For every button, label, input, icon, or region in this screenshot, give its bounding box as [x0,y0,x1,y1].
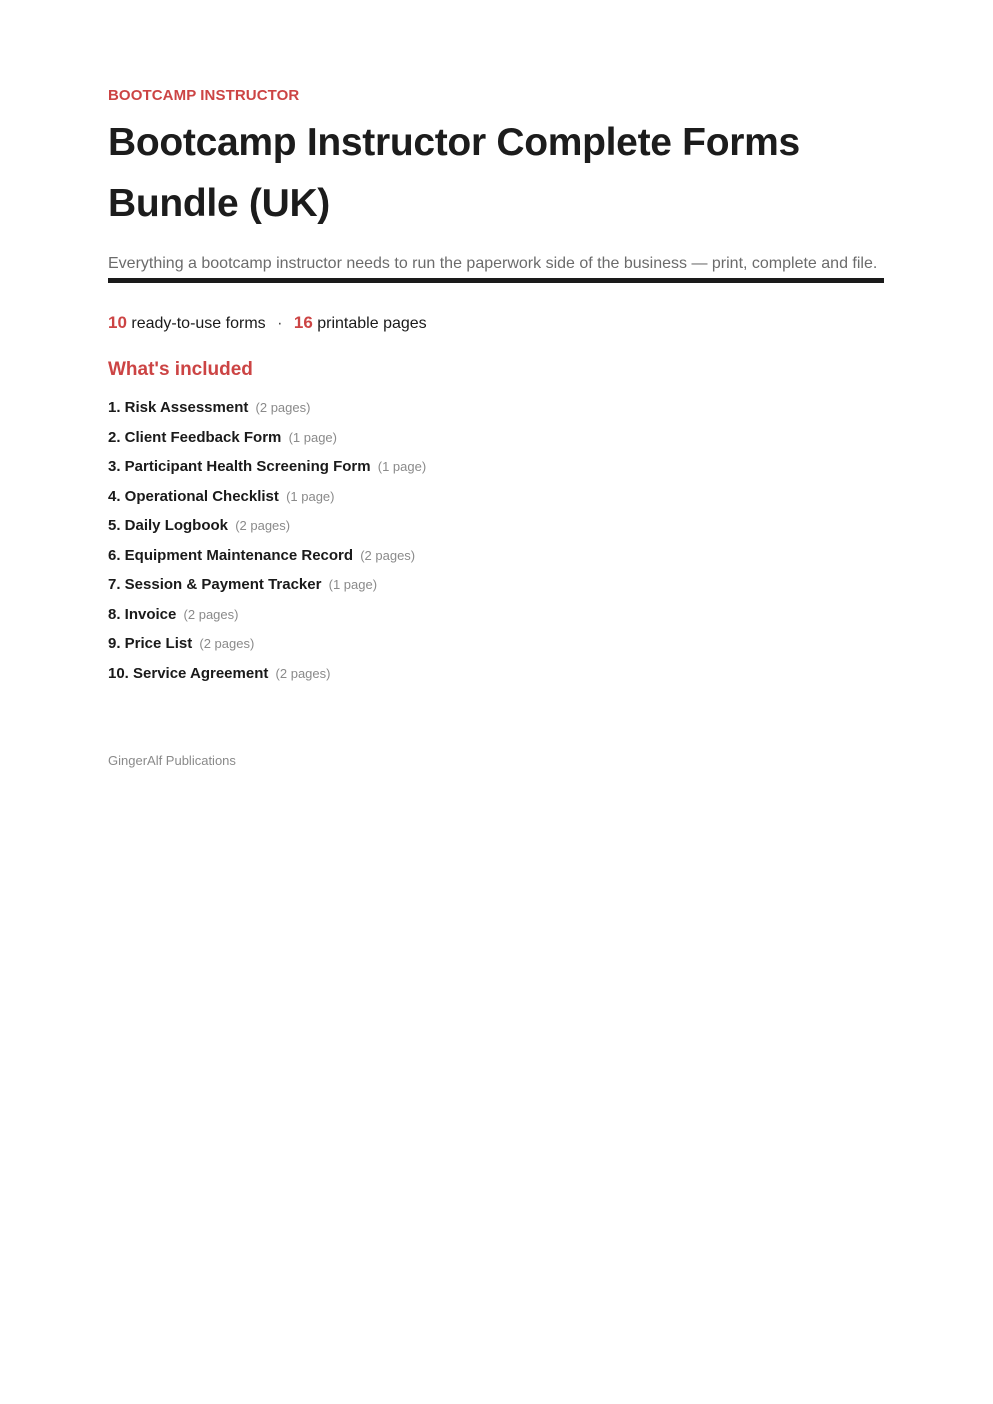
forms-label: ready-to-use forms [131,315,266,332]
form-name: 10. Service Agreement [108,664,269,682]
list-item [108,482,884,512]
form-name: 2. Client Feedback Form [108,428,282,446]
form-name: 1. Risk Assessment [108,399,249,416]
list-item [108,541,884,571]
form-name: 7. Session & Payment Tracker [108,576,322,593]
page-title: Bootcamp Instructor Complete Forms Bundle (UK) [108,121,800,225]
included-forms-list [108,393,884,688]
category-eyebrow: BOOTCAMP INSTRUCTOR [108,87,300,104]
form-page-count: (1 page) [286,488,335,504]
form-name: 4. Operational Checklist [108,487,279,505]
form-name: 6. Equipment Maintenance Record [108,546,354,564]
pages-count: 16 [293,313,313,332]
form-page-count: (2 pages) [255,400,311,415]
form-page-count: (2 pages) [183,606,239,622]
stats-separator: · [277,315,283,332]
form-name: 9. Price List [108,635,193,652]
form-page-count: (2 pages) [199,636,255,651]
pages-label: printable pages [317,315,427,332]
list-item [108,600,884,630]
list-item [108,629,884,659]
form-name: 5. Daily Logbook [108,517,229,534]
form-name: 3. Participant Health Screening Form [108,458,371,475]
form-page-count: (2 pages) [360,547,416,563]
header-divider [108,278,884,283]
list-item [108,393,884,423]
bundle-stats [108,312,884,335]
list-item [108,570,884,600]
form-page-count: (1 page) [288,429,337,445]
form-name: 8. Invoice [108,605,177,623]
list-item [108,659,884,689]
publisher-footer: GingerAlf Publications [108,753,236,768]
list-item [108,423,884,453]
form-page-count: (2 pages) [275,665,331,681]
form-page-count: (2 pages) [235,518,291,533]
included-heading: What's included [108,359,253,380]
list-item [108,452,884,482]
page-subtitle: Everything a bootcamp instructor needs to run the paperwork side of the business — print, complete and file. [108,255,878,272]
list-item [108,511,884,541]
form-page-count: (1 page) [328,577,378,592]
form-page-count: (1 page) [377,459,427,474]
forms-count: 10 [108,313,127,332]
